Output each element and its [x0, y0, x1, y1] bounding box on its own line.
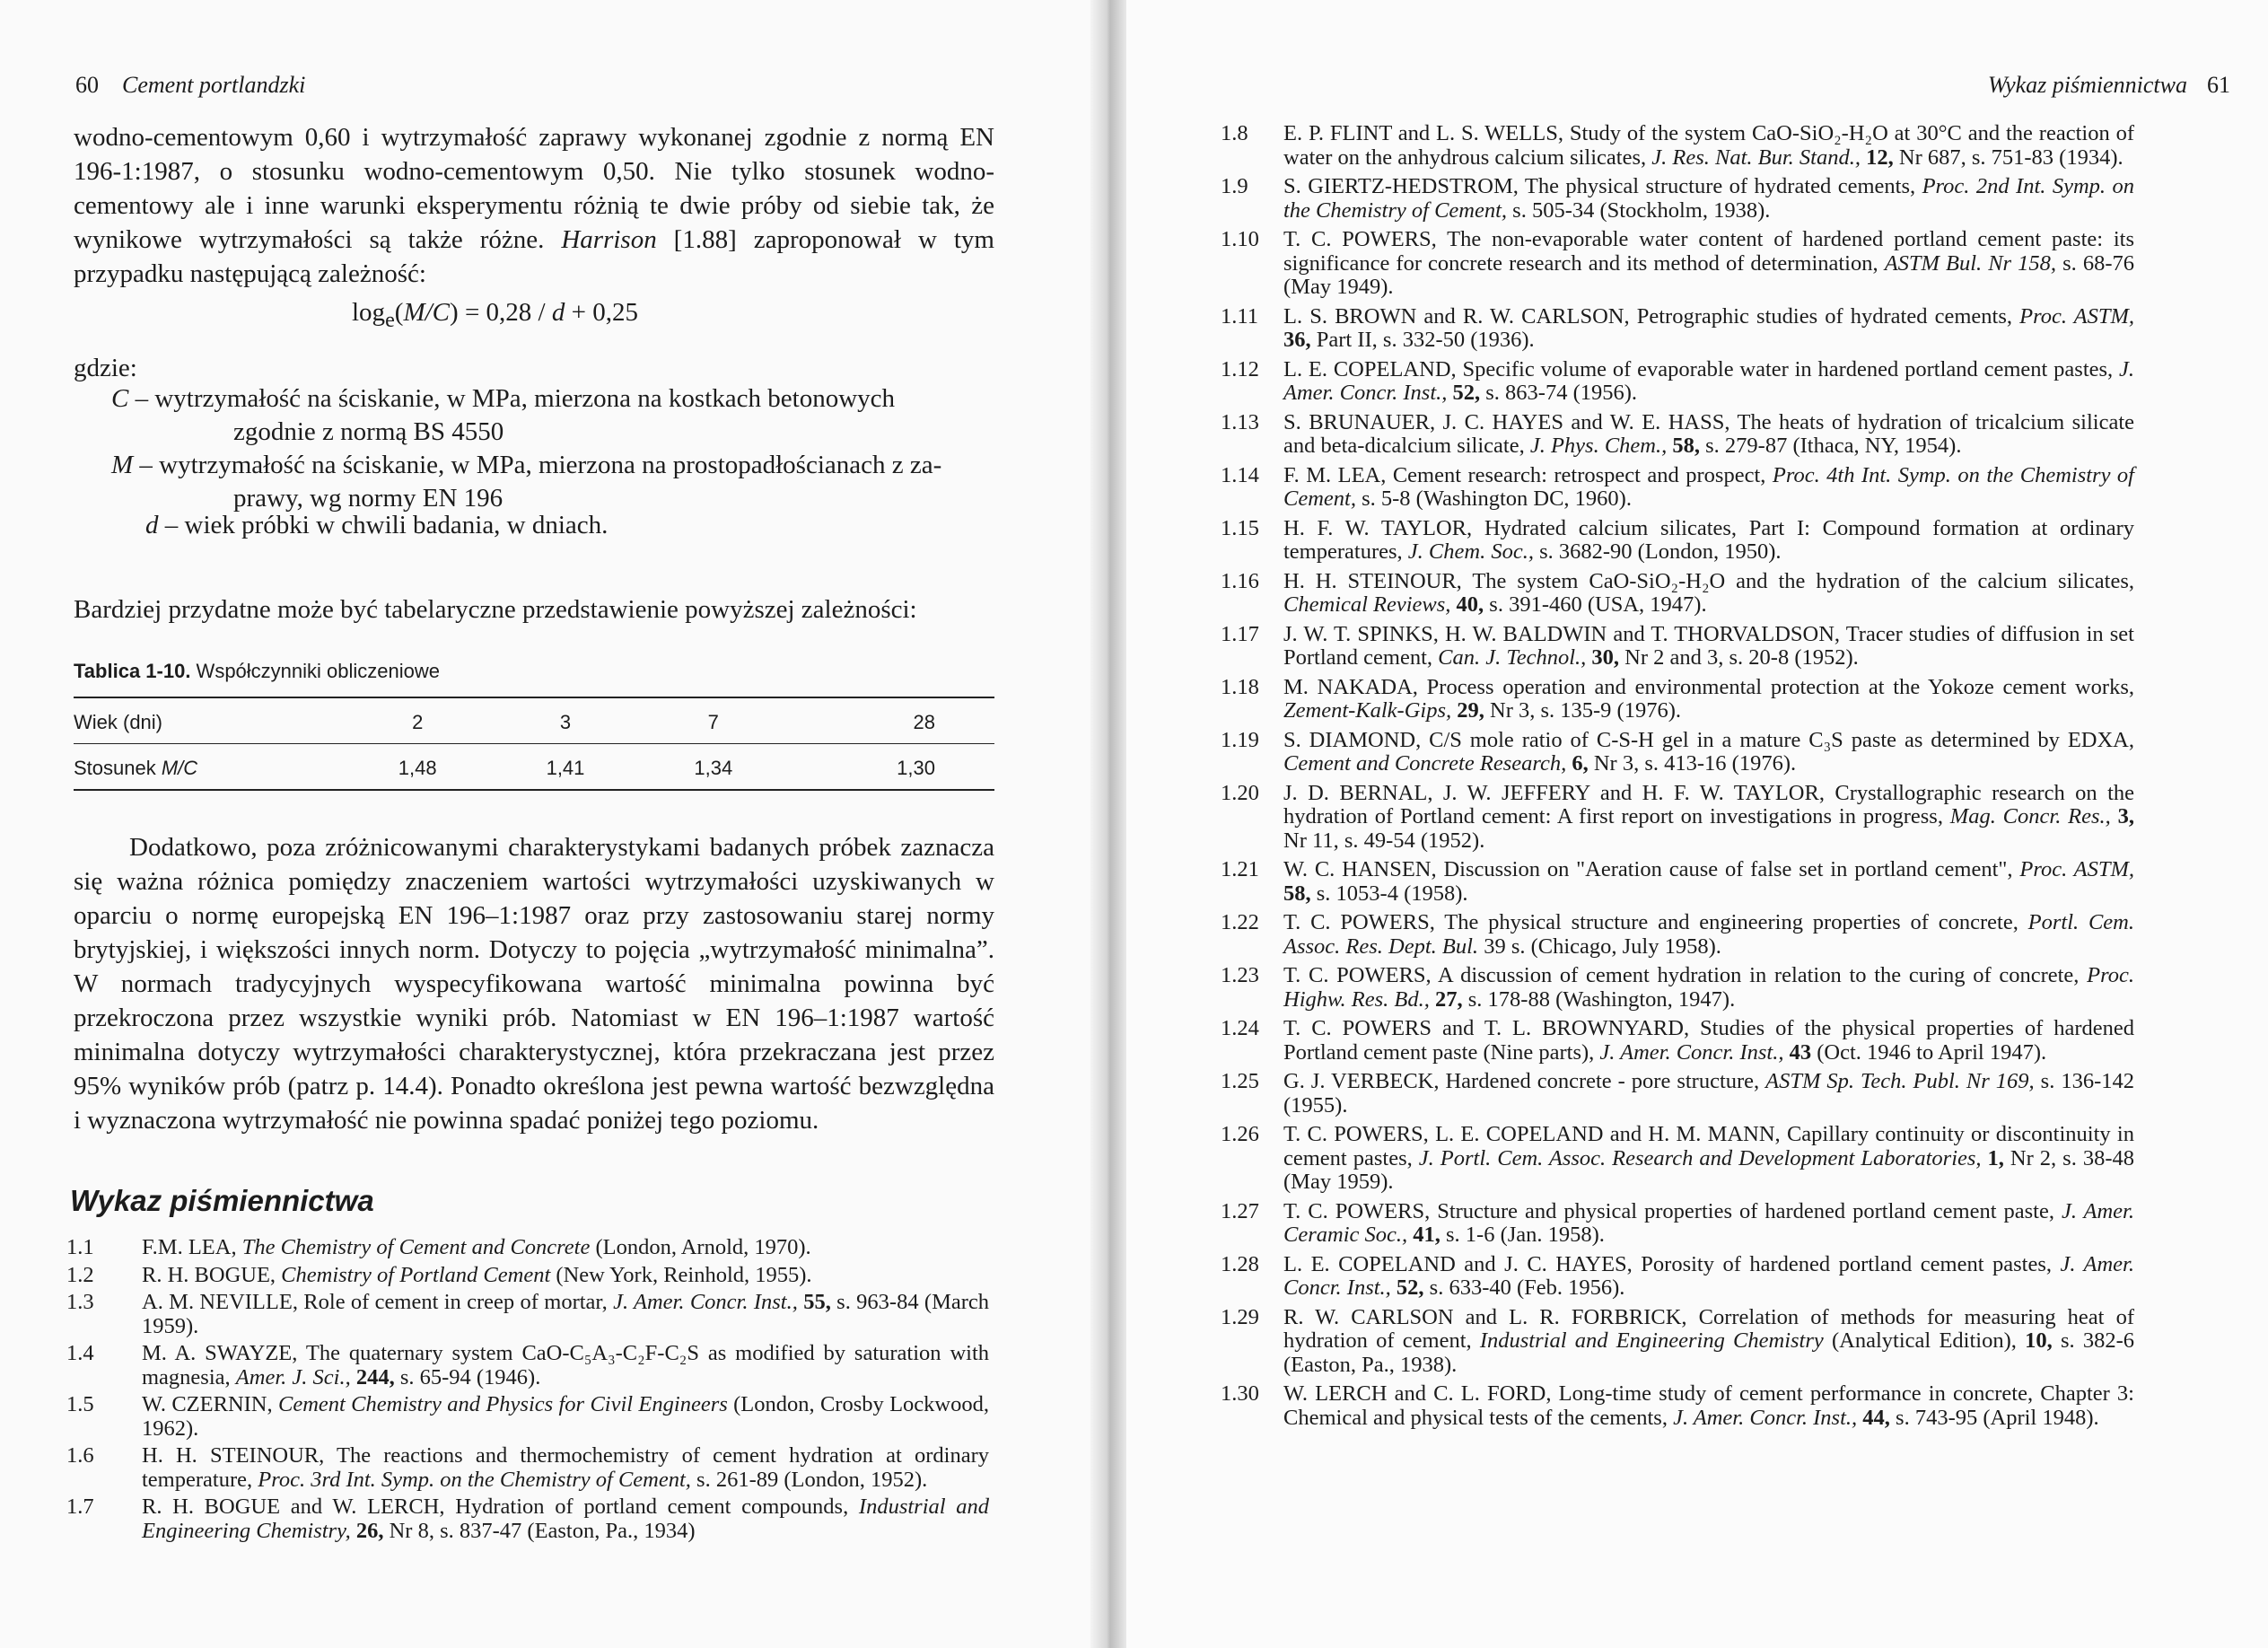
table-row: [74, 697, 994, 744]
reference-text: T. C. POWERS, Structure and physical properties of hardened portland cement paste, J. Amer. Ceramic Soc., 41, s. 1-6 (Jan. 1958).: [1283, 1198, 2134, 1247]
reference-text: T. C. POWERS, A discussion of cement hydration in relation to the curing of concrete, Proc. Highw. Res. Bd., 27, s. 178-88 (Washington, 1947).: [1283, 963, 2134, 1012]
reference-item: [1221, 1017, 2134, 1065]
reference-number: 1.17: [1221, 621, 1259, 646]
body-paragraph: [74, 830, 994, 1137]
reference-text: W. CZERNIN, Cement Chemistry and Physics for Civil Engineers (London, Crosby Lockwood, 1962).: [142, 1392, 989, 1441]
formula: [352, 298, 638, 333]
reference-number: 1.27: [1221, 1198, 1259, 1223]
coefficients-table: [74, 697, 994, 791]
definition-text: – wytrzymałość na ściskanie, w MPa, mierzona na prostopadłościanach z za-: [133, 451, 942, 479]
reference-item: [66, 1236, 989, 1260]
table-caption-text: Współczynniki obliczeniowe: [190, 660, 440, 682]
intro-paragraph: [74, 120, 994, 291]
reference-item: [1221, 228, 2134, 300]
reference-number: 1.23: [1221, 963, 1259, 987]
reference-item: [1221, 570, 2134, 618]
reference-number: 1.20: [1221, 780, 1259, 805]
table-cell: 1,41: [492, 744, 640, 791]
author-name: Harrison: [561, 225, 657, 254]
reference-text: S. DIAMOND, C/S mole ratio of C-S-H gel in a mature C₃S paste as determined by EDXA, Cement and Concrete Research, 6, Nr 3, s. 413-16 (1976).: [1283, 727, 2134, 776]
reference-text: T. C. POWERS and T. L. BROWNYARD, Studies of the physical properties of hardened Portland cement paste (Nine parts), J. Amer. Concr. Inst., 43 (Oct. 1946 to April 1947).: [1283, 1016, 2134, 1065]
reference-number: 1.9: [1221, 174, 1248, 198]
intro-text-2: [1.88] zaproponował w tym przypadku następującą zależność:: [74, 225, 994, 288]
reference-text: H. F. W. TAYLOR, Hydrated calcium silicates, Part I: Compound formation at ordinary temperatures, J. Chem. Soc., s. 3682-90 (London, 1950).: [1283, 515, 2134, 564]
reference-number: 1.14: [1221, 462, 1259, 487]
reference-number: 1.3: [66, 1290, 94, 1314]
table-caption-number: Tablica 1-10.: [74, 660, 191, 682]
reference-text: R. H. BOGUE, Chemistry of Portland Cement (New York, Reinhold, 1955).: [142, 1262, 812, 1287]
reference-number: 1.4: [66, 1341, 94, 1365]
reference-text: M. NAKADA, Process operation and environmental protection at the Yokoze cement works, Zement-Kalk-Gips, 29, Nr 3, s. 135-9 (1976).: [1283, 674, 2134, 723]
definition-item: [111, 449, 994, 515]
reference-text: T. C. POWERS, L. E. COPELAND and H. M. MANN, Capillary continuity or discontinuity in cement pastes, J. Portl. Cem. Assoc. Research and Development Laboratories, 1, Nr 2, s. 38-48 (May 1959).: [1283, 1122, 2135, 1194]
table-cell: 7: [639, 697, 787, 744]
reference-number: 1.16: [1221, 568, 1259, 593]
reference-item: [1221, 729, 2134, 776]
definition-symbol: C: [111, 384, 129, 413]
reference-item: [1221, 911, 2134, 959]
reference-number: 1.5: [66, 1392, 94, 1416]
reference-item: [1221, 1382, 2134, 1430]
table-intro: Bardziej przydatne może być tabelaryczne przedstawienie powyższej zależności:: [74, 595, 917, 624]
reference-item: [1221, 1123, 2134, 1195]
reference-text: R. H. BOGUE and W. LERCH, Hydration of portland cement compounds, Industrial and Engineering Chemistry, 26, Nr 8, s. 837-47 (Easton, Pa., 1934): [142, 1495, 989, 1543]
table-row: [74, 744, 994, 791]
reference-text: H. H. STEINOUR, The reactions and thermochemistry of cement hydration at ordinary temperature, Proc. 3rd Int. Symp. on the Chemistry of Cement, s. 261-89 (London, 1952).: [142, 1443, 989, 1492]
reference-item: [1221, 122, 2134, 170]
table-cell: 1,30: [787, 744, 994, 791]
definition-item: [111, 382, 994, 449]
formula-part: log: [352, 298, 386, 327]
page-number: 61: [2207, 72, 2230, 98]
reference-number: 1.10: [1221, 227, 1259, 251]
reference-text: J. D. BERNAL, J. W. JEFFERY and H. F. W. TAYLOR, Crystallographic research on the hydration of Portland cement: A first report on investigations in progress, Mag. Concr. Res., 3, Nr 11, s. 49-54 (1952).: [1283, 780, 2135, 853]
reference-text: L. E. COPELAND, Specific volume of evaporable water in hardened portland cement pastes, J. Amer. Concr. Inst., 52, s. 863-74 (1956).: [1283, 356, 2134, 405]
reference-number: 1.28: [1221, 1251, 1259, 1276]
reference-item: [1221, 517, 2134, 565]
section-heading: Wykaz piśmiennictwa: [70, 1184, 374, 1217]
reference-number: 1.12: [1221, 356, 1259, 381]
reference-item: [66, 1444, 989, 1492]
formula-subscript: e: [385, 307, 395, 332]
row-label-text: Stosunek: [74, 757, 162, 779]
reference-number: 1.11: [1221, 303, 1258, 329]
table-row-label: Wiek (dni): [74, 697, 344, 744]
reference-item: [1221, 1070, 2134, 1118]
formula-part: (: [394, 298, 404, 327]
reference-text: T. C. POWERS, The physical structure and engineering properties of concrete, Portl. Cem. Assoc. Res. Dept. Bul. 39 s. (Chicago, July 1958).: [1283, 910, 2134, 959]
formula-part: ) = 0,28 /: [450, 298, 552, 327]
reference-text: H. H. STEINOUR, The system CaO-SiO₂-H₂O and the hydration of the calcium silicates, Chemical Reviews, 40, s. 391-460 (USA, 1947).: [1283, 568, 2134, 617]
left-page: [0, 0, 1090, 1648]
formula-part: + 0,25: [565, 298, 638, 327]
reference-item: [1221, 411, 2134, 459]
row-label-italic: M/C: [161, 757, 198, 779]
table-cell: 1,34: [639, 744, 787, 791]
reference-item: [1221, 1306, 2134, 1378]
reference-text: S. GIERTZ-HEDSTROM, The physical structure of hydrated cements, Proc. 2nd Int. Symp. on the Chemistry of Cement, s. 505-34 (Stockholm, 1938).: [1283, 174, 2134, 223]
reference-number: 1.13: [1221, 409, 1259, 434]
reference-text: S. BRUNAUER, J. C. HAYES and W. E. HASS, The heats of hydration of tricalcium silicate and beta-dicalcium silicate, J. Phys. Chem., 58, s. 279-87 (Ithaca, NY, 1954).: [1283, 409, 2134, 458]
definition-text: – wiek próbki w chwili badania, w dniach.: [158, 511, 609, 539]
running-title: Cement portlandzki: [122, 72, 306, 98]
reference-text: J. W. T. SPINKS, H. W. BALDWIN and T. THORVALDSON, Tracer studies of diffusion in set Portland cement, Can. J. Technol., 30, Nr 2 and 3, s. 20-8 (1952).: [1283, 621, 2134, 670]
formula-variable: d: [551, 298, 565, 327]
table-cell: 1,48: [344, 744, 492, 791]
reference-text: M. A. SWAYZE, The quaternary system CaO-C₅A₃-C₂F-C₂S as modified by saturation with magnesia, Amer. J. Sci., 244, s. 65-94 (1946).: [142, 1341, 989, 1389]
reference-number: 1.24: [1221, 1016, 1259, 1040]
reference-item: [1221, 782, 2134, 854]
table-caption: [74, 660, 440, 683]
reference-item: [1221, 1253, 2134, 1301]
reference-list: [66, 1236, 989, 1547]
definition-continuation: zgodnie z normą BS 4550: [233, 417, 504, 446]
reference-text: L. S. BROWN and R. W. CARLSON, Petrographic studies of hydrated cements, Proc. ASTM, 36, Part II, s. 332-50 (1936).: [1283, 303, 2135, 352]
reference-item: [1221, 623, 2134, 671]
table-cell: 3: [492, 697, 640, 744]
reference-text: F. M. LEA, Cement research: retrospect and prospect, Proc. 4th Int. Symp. on the Chemistry of Cement, s. 5-8 (Washington DC, 1960).: [1283, 462, 2134, 511]
reference-item: [66, 1495, 989, 1543]
reference-number: 1.2: [66, 1262, 94, 1287]
reference-number: 1.21: [1221, 857, 1259, 881]
running-header: [1988, 72, 2230, 99]
reference-item: [1221, 858, 2134, 906]
reference-text: T. C. POWERS, The non-evaporable water content of hardened portland cement paste: its significance for concrete research and its method of determination, ASTM Bul. Nr 158, s. 68-76 (May 1949).: [1283, 227, 2134, 299]
reference-text: F.M. LEA, The Chemistry of Cement and Concrete (London, Arnold, 1970).: [142, 1235, 811, 1259]
definition-symbol: M: [111, 451, 134, 479]
book-gutter: [1090, 0, 1126, 1648]
reference-number: 1.6: [66, 1443, 94, 1468]
where-label: gdzie:: [74, 354, 137, 382]
reference-number: 1.18: [1221, 674, 1259, 699]
table-cell: 28: [787, 697, 994, 744]
reference-number: 1.1: [66, 1235, 94, 1259]
reference-item: [66, 1291, 989, 1338]
reference-text: G. J. VERBECK, Hardened concrete - pore structure, ASTM Sp. Tech. Publ. Nr 169, s. 136-142 (1955).: [1283, 1069, 2134, 1118]
reference-text: A. M. NEVILLE, Role of cement in creep of mortar, J. Amer. Concr. Inst., 55, s. 963-84 (March 1959).: [142, 1290, 990, 1338]
page-number: 60: [75, 72, 99, 98]
reference-list: [1221, 122, 2134, 1435]
definition-continuation: prawy, wg normy EN 196: [233, 484, 504, 513]
reference-item: [66, 1342, 989, 1389]
reference-item: [1221, 175, 2134, 223]
reference-item: [1221, 1200, 2134, 1248]
reference-item: [66, 1393, 989, 1441]
reference-number: 1.22: [1221, 910, 1259, 934]
paragraph-text: Dodatkowo, poza zróżnicowanymi charakterystykami badanych próbek zaznacza się ważna różnica pomiędzy znaczeniem wartości wytrzymałości uzyskiwanych w oparciu o normę europejską EN 196–1:1987 oraz przy zastosowaniu starej normy brytyjskiej, i większości innych norm. Dotyczy to pojęcia „wytrzymałość minimalna”. W normach tradycyjnych wyspecyfikowana wartość minimalna powinna być przekroczona przez wszystkie wyniki prób. Natomiast w EN 196–1:1987 wartość minimalna dotyczy wytrzymałości charakterystycznej, która przekraczana jest przez 95% wyników prób (patrz p. 14.4). Ponadto określona jest pewna wartość bezwzględna i wyznaczona wytrzymałość nie powinna spadać poniżej tego poziomu.: [74, 833, 994, 1135]
reference-item: [66, 1264, 989, 1288]
definition-symbol: d: [145, 511, 159, 539]
reference-number: 1.7: [66, 1495, 94, 1519]
table-cell: 2: [344, 697, 492, 744]
reference-number: 1.25: [1221, 1069, 1259, 1093]
reference-item: [1221, 676, 2134, 723]
reference-number: 1.8: [1221, 121, 1248, 145]
intro-text-1: wodno-cementowym 0,60 i wytrzymałość zaprawy wykonanej zgodnie z normą EN 196-1:1987, o stosunku wodno-cementowym 0,50. Nie tylko stosunek wodno-cementowy ale i inne warunki eksperymentu różnią te dwie próby od siebie tak, że wynikowe wytrzymałości są także różne.: [74, 123, 994, 254]
reference-number: 1.19: [1221, 727, 1259, 752]
reference-text: W. LERCH and C. L. FORD, Long-time study of cement performance in concrete, Chapter 3: Chemical and physical tests of the cements, J. Amer. Concr. Inst., 44, s. 743-95 (April 1948).: [1283, 1381, 2134, 1430]
reference-number: 1.15: [1221, 515, 1259, 540]
reference-number: 1.30: [1221, 1381, 1259, 1406]
table-row-label: [74, 744, 344, 791]
reference-text: E. P. FLINT and L. S. WELLS, Study of the system CaO-SiO₂-H₂O at 30°C and the reaction of water on the anhydrous calcium silicates, J. Res. Nat. Bur. Stand., 12, Nr 687, s. 751-83 (1934).: [1283, 121, 2134, 170]
reference-text: L. E. COPELAND and J. C. HAYES, Porosity of hardened portland cement pastes, J. Amer. Concr. Inst., 52, s. 633-40 (Feb. 1956).: [1283, 1251, 2134, 1300]
reference-number: 1.29: [1221, 1304, 1259, 1329]
reference-item: [1221, 464, 2134, 512]
running-title: Wykaz piśmiennictwa: [1987, 72, 2187, 98]
reference-item: [1221, 358, 2134, 406]
reference-item: [1221, 964, 2134, 1012]
reference-text: R. W. CARLSON and L. R. FORBRICK, Correlation of methods for measuring heat of hydration of cement, Industrial and Engineering Chemistry (Analytical Edition), 10, s. 382-6 (Easton, Pa., 1938).: [1283, 1304, 2134, 1377]
reference-text: W. C. HANSEN, Discussion on "Aeration cause of false set in portland cement", Proc. ASTM, 58, s. 1053-4 (1958).: [1283, 857, 2134, 906]
running-header: [75, 72, 305, 99]
formula-variable: M/C: [403, 298, 451, 327]
reference-item: [1221, 305, 2134, 353]
reference-number: 1.26: [1221, 1122, 1259, 1146]
definition-text: – wytrzymałość na ściskanie, w MPa, mierzona na kostkach betonowych: [128, 384, 896, 413]
definition-item: [111, 509, 1029, 542]
